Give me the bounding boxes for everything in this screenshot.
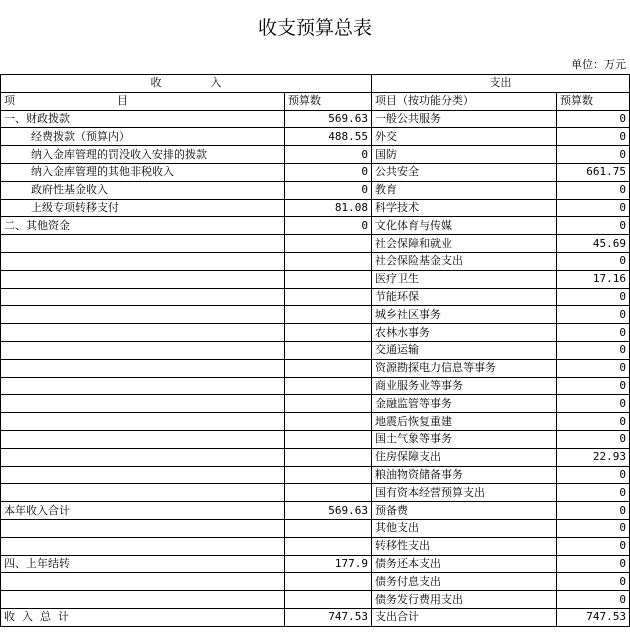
income-value: 0 [285,217,372,235]
expense-value: 17.16 [557,270,630,288]
table-row [1,252,630,270]
expense-value: 0 [557,430,630,448]
col-budget-header: 预算数 [285,92,372,110]
expense-value: 0 [557,395,630,413]
col-exp-budget-header: 预算数 [557,92,630,110]
expense-item: 医疗卫生 [372,270,557,288]
expense-item: 节能环保 [372,288,557,306]
table-row [1,413,630,431]
expense-value: 0 [557,146,630,164]
col-exp-item-header: 项目（按功能分类） [372,92,557,110]
expense-header: 支出 [372,75,630,93]
expense-item: 其他支出 [372,519,557,537]
expense-value: 0 [557,413,630,431]
table-row [1,341,630,359]
table-row [1,181,630,199]
expense-value: 0 [557,110,630,128]
expense-item: 债务发行费用支出 [372,591,557,609]
income-value [285,573,372,591]
expense-item: 债务付息支出 [372,573,557,591]
income-value: 0 [285,146,372,164]
income-item [1,430,285,448]
income-item: 二、其他资金 [1,217,285,235]
income-item [1,252,285,270]
expense-value: 0 [557,573,630,591]
income-item [1,306,285,324]
income-item [1,235,285,253]
table-row [1,199,630,217]
expense-item: 预备费 [372,502,557,520]
income-value [285,359,372,377]
table-row [1,591,630,609]
income-item [1,466,285,484]
expense-value: 0 [557,591,630,609]
income-item [1,270,285,288]
expense-item: 国防 [372,146,557,164]
table-row [1,359,630,377]
expense-value: 0 [557,377,630,395]
table-row [1,235,630,253]
expense-item: 粮油物资储备事务 [372,466,557,484]
income-value [285,413,372,431]
income-value [285,430,372,448]
income-value [285,519,372,537]
income-value [285,306,372,324]
income-item [1,484,285,502]
income-value: 177.9 [285,555,372,573]
header-row-2 [1,92,630,110]
income-item: 上级专项转移支付 [1,199,285,217]
table-row [1,448,630,466]
income-item [1,573,285,591]
income-item [1,395,285,413]
table-row [1,163,630,181]
col-item-header [1,92,285,110]
table-row [1,128,630,146]
table-row [1,306,630,324]
expense-value: 0 [557,341,630,359]
expense-value: 0 [557,519,630,537]
expense-value: 747.53 [557,608,630,626]
income-value [285,537,372,555]
page-title: 收支预算总表 [257,17,372,39]
table-row [1,430,630,448]
expense-value: 0 [557,181,630,199]
table-row [1,324,630,342]
income-item: 政府性基金收入 [1,181,285,199]
income-value [285,466,372,484]
income-value [285,235,372,253]
income-value [285,324,372,342]
table-row [1,146,630,164]
income-value: 488.55 [285,128,372,146]
expense-value: 0 [557,252,630,270]
income-item: 收 入 总 计 [1,608,285,626]
income-header: 收 入 [1,75,372,93]
income-item [1,413,285,431]
expense-item: 转移性支出 [372,537,557,555]
income-item: 经费拨款（预算内） [1,128,285,146]
income-item [1,448,285,466]
expense-item: 一般公共服务 [372,110,557,128]
income-value [285,377,372,395]
expense-item: 国有资本经营预算支出 [372,484,557,502]
expense-item: 社会保障和就业 [372,235,557,253]
income-item: 四、上年结转 [1,555,285,573]
unit-label: 单位：万元 [571,58,626,71]
expense-item: 农林水事务 [372,324,557,342]
table-row [1,110,630,128]
expense-item: 外交 [372,128,557,146]
income-value: 0 [285,163,372,181]
income-value: 747.53 [285,608,372,626]
table-row [1,217,630,235]
expense-value: 0 [557,537,630,555]
income-item [1,537,285,555]
expense-item: 债务还本支出 [372,555,557,573]
expense-value: 0 [557,199,630,217]
expense-value: 0 [557,288,630,306]
expense-item: 科学技术 [372,199,557,217]
income-item [1,288,285,306]
income-item: 本年收入合计 [1,502,285,520]
income-value [285,252,372,270]
expense-item: 支出合计 [372,608,557,626]
expense-value: 0 [557,466,630,484]
expense-value: 22.93 [557,448,630,466]
expense-item: 公共安全 [372,163,557,181]
table-row [1,466,630,484]
income-item: 纳入金库管理的罚没收入安排的拨款 [1,146,285,164]
expense-item: 交通运输 [372,341,557,359]
income-item [1,341,285,359]
table-row [1,377,630,395]
expense-value: 45.69 [557,235,630,253]
expense-value: 0 [557,324,630,342]
expense-value: 0 [557,217,630,235]
income-item [1,377,285,395]
expense-item: 文化体育与传媒 [372,217,557,235]
expense-item: 社会保险基金支出 [372,252,557,270]
income-value [285,484,372,502]
expense-item: 教育 [372,181,557,199]
expense-value: 0 [557,128,630,146]
income-value [285,448,372,466]
table-row [1,555,630,573]
expense-item: 商业服务业等事务 [372,377,557,395]
expense-value: 0 [557,555,630,573]
table-row [1,519,630,537]
income-item [1,591,285,609]
table-row [1,270,630,288]
expense-item: 城乡社区事务 [372,306,557,324]
expense-item: 资源勘探电力信息等事务 [372,359,557,377]
expense-value: 0 [557,306,630,324]
table-row [1,573,630,591]
expense-item: 国土气象等事务 [372,430,557,448]
expense-value: 0 [557,484,630,502]
income-item [1,324,285,342]
col-item-label: 项 [4,94,15,108]
expense-item: 金融监管等事务 [372,395,557,413]
income-value [285,341,372,359]
income-value: 81.08 [285,199,372,217]
table-row [1,484,630,502]
table-row [1,537,630,555]
income-item [1,519,285,537]
income-value [285,591,372,609]
income-item: 一、财政拨款 [1,110,285,128]
expense-value: 0 [557,502,630,520]
expense-item: 地震后恢复重建 [372,413,557,431]
income-value: 569.63 [285,502,372,520]
table-row [1,288,630,306]
income-item: 纳入金库管理的其他非税收入 [1,163,285,181]
income-value: 569.63 [285,110,372,128]
expense-value: 0 [557,359,630,377]
income-value [285,270,372,288]
table-row [1,395,630,413]
budget-table [0,74,630,627]
col-item-label-2: 目 [117,94,128,108]
table-row [1,608,630,626]
income-value [285,288,372,306]
expense-item: 住房保障支出 [372,448,557,466]
expense-value: 661.75 [557,163,630,181]
table-row [1,502,630,520]
income-value: 0 [285,181,372,199]
header-row-1 [1,75,630,93]
income-item [1,359,285,377]
income-value [285,395,372,413]
